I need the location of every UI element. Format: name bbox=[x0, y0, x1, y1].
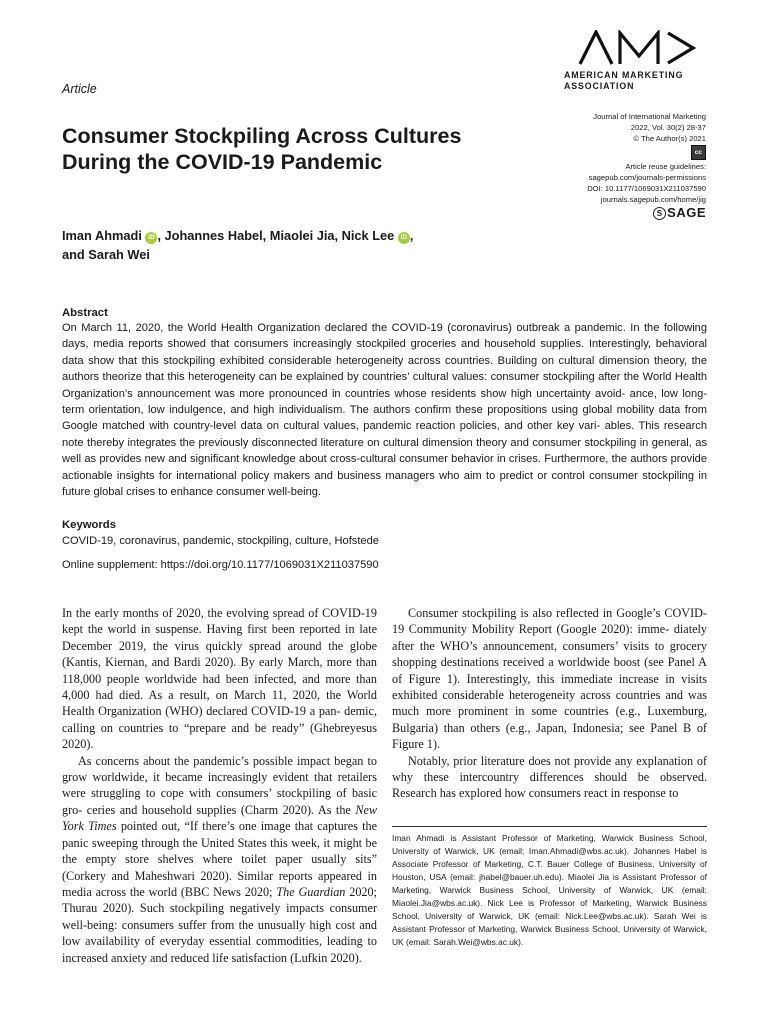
paragraph-text: pointed out, “If there’s one image that captures the panic sweeping through the United States this week, it might be the empty store shelves where toilet paper usually sits” (Corkery and Maheshwari 2020). Similar reports appeared in media across the world (BBC News 2020; bbox=[62, 819, 377, 899]
author-name: Iman Ahmadi bbox=[62, 228, 142, 243]
keywords-text: COVID-19, coronavirus, pandemic, stockpiling, culture, Hofstede bbox=[62, 535, 379, 547]
orcid-icon[interactable]: iD bbox=[145, 232, 157, 244]
paragraph-text: 2020; Thurau 2020). Such stockpiling negatively impacts consumer well-being: consumers suffer from the unusually high cost and low availability of everyday essential commodities, leading to increased anxiety and reduced life satisfaction (Lufkin 2020). bbox=[62, 884, 377, 965]
sage-logo-text: SAGE bbox=[667, 205, 706, 220]
doi-text[interactable]: DOI: 10.1177/1069031X211037590 bbox=[587, 184, 706, 193]
reuse-guidelines-label: Article reuse guidelines: bbox=[625, 162, 706, 171]
paragraph-text: As concerns about the pandemic’s possible impact began to grow worldwide, it became increasingly evident that retailers were struggling to cope with consumers’ stockpiling of basic gro- ceries and household supplies (Charm 2020). As the bbox=[62, 753, 377, 817]
cc-license-icon[interactable]: cc bbox=[691, 145, 706, 160]
keywords-section bbox=[62, 517, 707, 549]
body-column-right bbox=[392, 605, 707, 802]
journal-volume: 2022, Vol. 30(2) 28-37 bbox=[630, 123, 706, 132]
author-names: , Johannes Habel, Miaolei Jia, Nick Lee bbox=[157, 228, 395, 243]
journal-home-link[interactable]: journals.sagepub.com/home/jig bbox=[600, 195, 706, 204]
author-name: and Sarah Wei bbox=[62, 247, 150, 262]
author-list bbox=[62, 226, 512, 264]
article-type-label: Article bbox=[62, 82, 97, 96]
journal-info bbox=[486, 111, 706, 220]
ama-org-line1: AMERICAN MARKETING bbox=[564, 70, 684, 80]
reuse-guidelines-link[interactable]: sagepub.com/journals-permissions bbox=[588, 173, 706, 182]
sage-logo bbox=[486, 207, 706, 220]
orcid-icon[interactable]: iD bbox=[398, 232, 410, 244]
article-title: Consumer Stockpiling Across Cultures During the COVID-19 Pandemic bbox=[62, 124, 462, 174]
abstract-text: On March 11, 2020, the World Health Organization declared the COVID-19 (coronavirus) outbreak a pandemic. In the following days, media reports showed that consumers increasingly stockpiled groceries and household supplies. Interestingly, behavioral data show that this stockpiling exhibited considerable heterogeneity across countries. Building on cultural dimension theory, the authors theorize that this heterogeneity can be explained by countries’ cultural values: consumer stockpiling after the World Health Organization’s announcement was more pronounced in countries whose residents show high uncertainty avoid- ance, low long-term orientation, low indulgence, and high individualism. The authors confirm these propositions using global mobility data from Google matched with country-level data on cultural values, pandemic reaction policies, and other key vari- ables. This research note thereby integrates the previously disconnected literature on cultural dimension theory and consumer stockpiling in general, as well as provides new and significant knowledge about cross-cultural consumer behavior in crises. Furthermore, the authors provide actionable insights for international policy makers and business managers who aim to predict or control consumer stockpiling in future global crises to enhance consumer well-being. bbox=[62, 322, 707, 499]
ama-logo bbox=[564, 30, 710, 92]
ama-logo-mark bbox=[578, 30, 696, 66]
sage-s-icon: S bbox=[653, 207, 666, 220]
body-paragraph: Notably, prior literature does not provide any explanation of why these intercountry differences should be observed. Research has explored how consumers react in response to bbox=[392, 753, 707, 801]
body-paragraph bbox=[62, 753, 377, 966]
abstract-section bbox=[62, 306, 707, 500]
journal-copyright: © The Author(s) 2021 bbox=[633, 134, 706, 143]
keywords-heading: Keywords bbox=[62, 519, 116, 531]
author-separator: , bbox=[409, 228, 414, 243]
journal-name: Journal of International Marketing bbox=[593, 112, 706, 121]
publication-name: New York Times bbox=[62, 802, 377, 834]
ama-org-line2: ASSOCIATION bbox=[564, 81, 635, 91]
author-footnote: Iman Ahmadi is Assistant Professor of Marketing, Warwick Business School, University of Warwick, UK (email: Iman.Ahmadi@wbs.ac.uk). Johannes Habel is Associate Professor of Marketing, C.T. Bauer College of Business, University of Houston, USA (email: jhabel@bauer.uh.edu). Miaolei Jia is Assistant Professor of Marketing, Warwick Business School, University of Warwick, UK (email: Miaolei.Jia@wbs.ac.uk). Nick Lee is Professor of Marketing, Warwick Business School, University of Warwick, UK (email: Nick.Lee@wbs.ac.uk). Sarah Wei is Assistant Professor of Marketing, Warwick Business School, University of Warwick, UK (email: Sarah.Wei@wbs.ac.uk). bbox=[392, 826, 707, 949]
body-paragraph: Consumer stockpiling is also reflected in Google’s COVID-19 Community Mobility Report (Google 2020): imme- diately after the WHO’s announcement, consumers’ visits to grocery shopping destinations received a worldwide boost (see Panel A of Figure 1). Interestingly, this immediate increase in visits exhibited considerable heterogeneity across countries and was much more prominent in some countries (e.g., Luxemburg, Bulgaria) than others (e.g., Japan, Indonesia; see Panel B of Figure 1). bbox=[392, 606, 707, 752]
body-paragraph: In the early months of 2020, the evolving spread of COVID-19 kept the world in suspense. Having first been reported in late December 2019, the virus quickly spread around the globe (Kantis, Kiernan, and Bardi 2020). By early March, more than 118,000 people worldwide had been infected, and more than 4,000 had died. As a result, on March 11, 2020, the World Health Organization (WHO) declared COVID-19 a pan- demic, calling on countries to “prepare and be ready” (Ghebreyesus 2020). bbox=[62, 606, 377, 752]
body-column-left bbox=[62, 605, 377, 966]
publication-name: The Guardian bbox=[276, 884, 346, 899]
abstract-heading: Abstract bbox=[62, 307, 108, 319]
online-supplement-link[interactable]: Online supplement: https://doi.org/10.1177/1069031X211037590 bbox=[62, 559, 379, 571]
